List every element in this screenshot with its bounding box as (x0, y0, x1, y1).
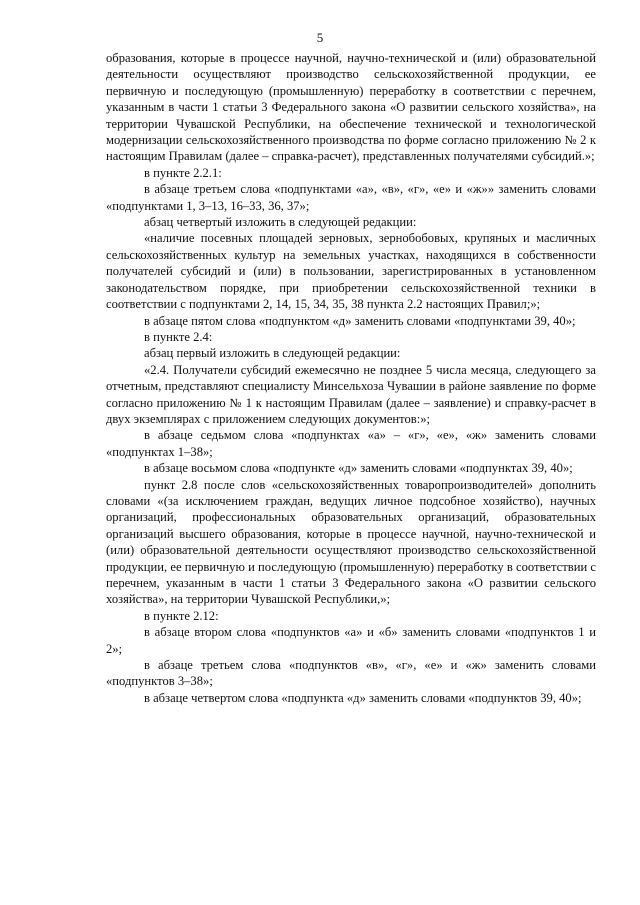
paragraph: образования, которые в процессе научной, научно-технической и (или) образовательной деятельности осуществляют производство сельскохозяйственной продукции, ее первичную и последующую (промышленную) переработку в соответствии с перечнем, указанным в части 1 статьи 3 Федерального закона «О развитии сельского хозяйства», на территории Чувашской Республики, на обеспечение технической и технологической модернизации сельскохозяйственного производства по форме согласно приложению № 2 к настоящим Правилам (далее – справка-расчет), представленных получателями субсидий.»; (106, 51, 596, 164)
paragraph: в абзаце пятом слова «подпунктом «д» заменить словами «подпунктами 39, 40»; (144, 313, 576, 328)
paragraph: в абзаце втором слова «подпунктов «а» и «б» заменить словами «подпунктов 1 и 2»; (106, 625, 596, 656)
document-body (106, 50, 596, 706)
paragraph: абзац первый изложить в следующей редакции: (144, 346, 401, 361)
paragraph: в абзаце третьем слова «подпунктов «в», «г», «е» и «ж» заменить словами «подпунктов 3–38»; (106, 658, 596, 689)
paragraph: «2.4. Получатели субсидий ежемесячно не позднее 5 числа месяца, следующего за отчетным, представляют специалисту Минсельхоза Чувашии в районе заявление по форме согласно приложению № 1 к настоящим Правилам (далее – заявление) и справку-расчет в двух экземплярах с приложением следующих документов:»; (106, 362, 596, 426)
paragraph: пункт 2.8 после слов «сельскохозяйственных товаропроизводителей» дополнить словами «(за исключением граждан, ведущих личное подсобное хозяйство), научных организаций, профессиональных образовательных организаций, образовательных организаций высшего образования, которые в процессе научной, научно-технической и (или) образовательной деятельности осуществляют производство сельскохозяйственной продукции, ее первичную и последующую (промышленную) переработку в соответствии с перечнем, указанным в части 1 статьи 3 Федерального закона «О развитии сельского хозяйства», на территории Чувашской Республики,»; (106, 477, 596, 607)
paragraph: абзац четвертый изложить в следующей редакции: (144, 215, 417, 230)
paragraph: в пункте 2.2.1: (144, 165, 222, 180)
paragraph: в абзаце восьмом слова «подпункте «д» заменить словами «подпунктах 39, 40»; (144, 461, 573, 476)
page-number: 5 (316, 30, 324, 45)
paragraph: «наличие посевных площадей зерновых, зернобобовых, крупяных и масличных сельскохозяйственных культур на земельных участках, находящихся в собственности получателей субсидий и (или) в пользовании, зарегистрированных в установленном законодательством порядке, при приобретении сельскохозяйственной техники в соответствии с подпунктами 2, 14, 15, 34, 35, 38 пункта 2.2 настоящих Правил;»; (106, 231, 596, 312)
paragraph: в абзаце седьмом слова «подпунктах «а» – «г», «е», «ж» заменить словами «подпунктах 1–38»; (106, 428, 596, 459)
paragraph: в пункте 2.12: (144, 608, 219, 623)
paragraph: в абзаце третьем слова «подпунктами «а», «в», «г», «е» и «ж»» заменить словами «подпунктами 1, 3–13, 16–33, 36, 37»; (106, 182, 596, 213)
paragraph: в пункте 2.4: (144, 329, 213, 344)
paragraph: в абзаце четвертом слова «подпункта «д» заменить словами «подпунктов 39, 40»; (144, 690, 582, 705)
